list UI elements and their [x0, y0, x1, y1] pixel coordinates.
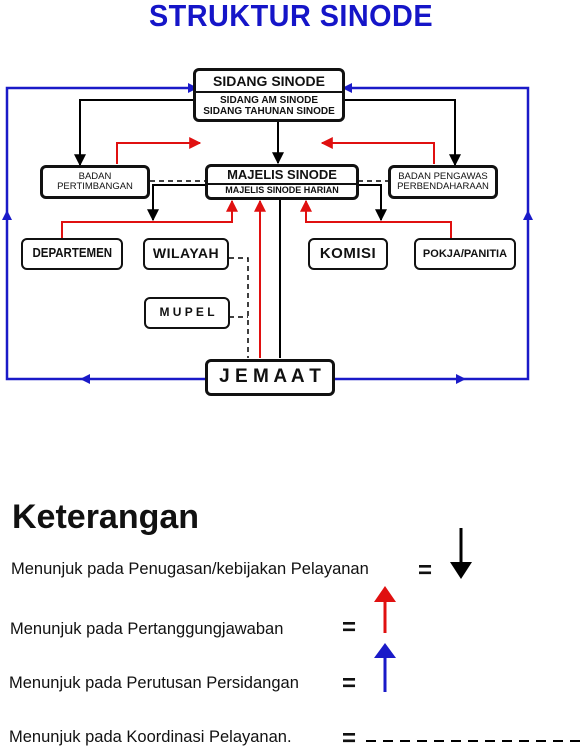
departemen-label: DEPARTEMEN [32, 246, 112, 261]
legend-equals-2: = [342, 614, 357, 641]
wilayah-label: WILAYAH [152, 245, 220, 262]
komisi-label: KOMISI [319, 244, 377, 262]
legend-equals-3: = [342, 670, 357, 697]
blue-arrowheads [2, 83, 533, 384]
legend-equals-4: = [342, 725, 357, 752]
jemaat-box [205, 359, 335, 396]
majelis-sinode-harian-label: MAJELIS SINODE HARIAN [225, 185, 339, 196]
legend-item-perutusan: Menunjuk pada Perutusan Persidangan [9, 674, 299, 692]
badan-pertimbangan-box [40, 165, 150, 199]
sidang-tahunan-sinode-label: SIDANG TAHUNAN SINODE [203, 106, 335, 118]
departemen-box [21, 238, 123, 270]
legend-item-pertanggungjawaban: Menunjuk pada Pertanggungjawaban [10, 620, 284, 638]
badan-pengawas-line1: BADAN PENGAWAS [398, 170, 488, 182]
badan-pengawas-box [388, 165, 498, 199]
badan-pertimbangan-line2: PERTIMBANGAN [57, 181, 133, 192]
komisi-box [308, 238, 388, 270]
mupel-label: M U P E L [159, 305, 215, 320]
legend-item-koordinasi: Menunjuk pada Koordinasi Pelayanan. [9, 728, 292, 746]
sidang-sinode-title: SIDANG SINODE [212, 72, 325, 89]
legend-equals-1: = [418, 557, 433, 584]
diagram-title: STRUKTUR SINODE [148, 0, 434, 33]
sidang-sinode-box [193, 68, 345, 122]
wilayah-box [143, 238, 229, 270]
sidang-am-sinode-label: SIDANG AM SINODE [220, 95, 318, 107]
mupel-box [144, 297, 230, 329]
badan-pertimbangan-line1: BADAN [78, 170, 112, 182]
pokja-panitia-box [414, 238, 516, 270]
black-lines [80, 100, 455, 358]
blue-up-arrow-icon [374, 643, 396, 692]
black-down-arrow-icon [450, 528, 472, 579]
legend-item-penugasan: Menunjuk pada Penugasan/kebijakan Pelayanan [11, 560, 369, 578]
legend-title: Keterangan [12, 498, 200, 536]
majelis-sinode-box [205, 164, 359, 200]
blue-loop [7, 88, 528, 379]
legend-icons [0, 520, 582, 750]
badan-pengawas-line2: PERBENDAHARAAN [397, 181, 489, 192]
jemaat-label: J E M A A T [219, 366, 321, 388]
majelis-sinode-title: MAJELIS SINODE [227, 166, 337, 182]
red-up-arrow-icon [374, 586, 396, 633]
pokja-panitia-label: POKJA/PANITIA [422, 247, 508, 260]
